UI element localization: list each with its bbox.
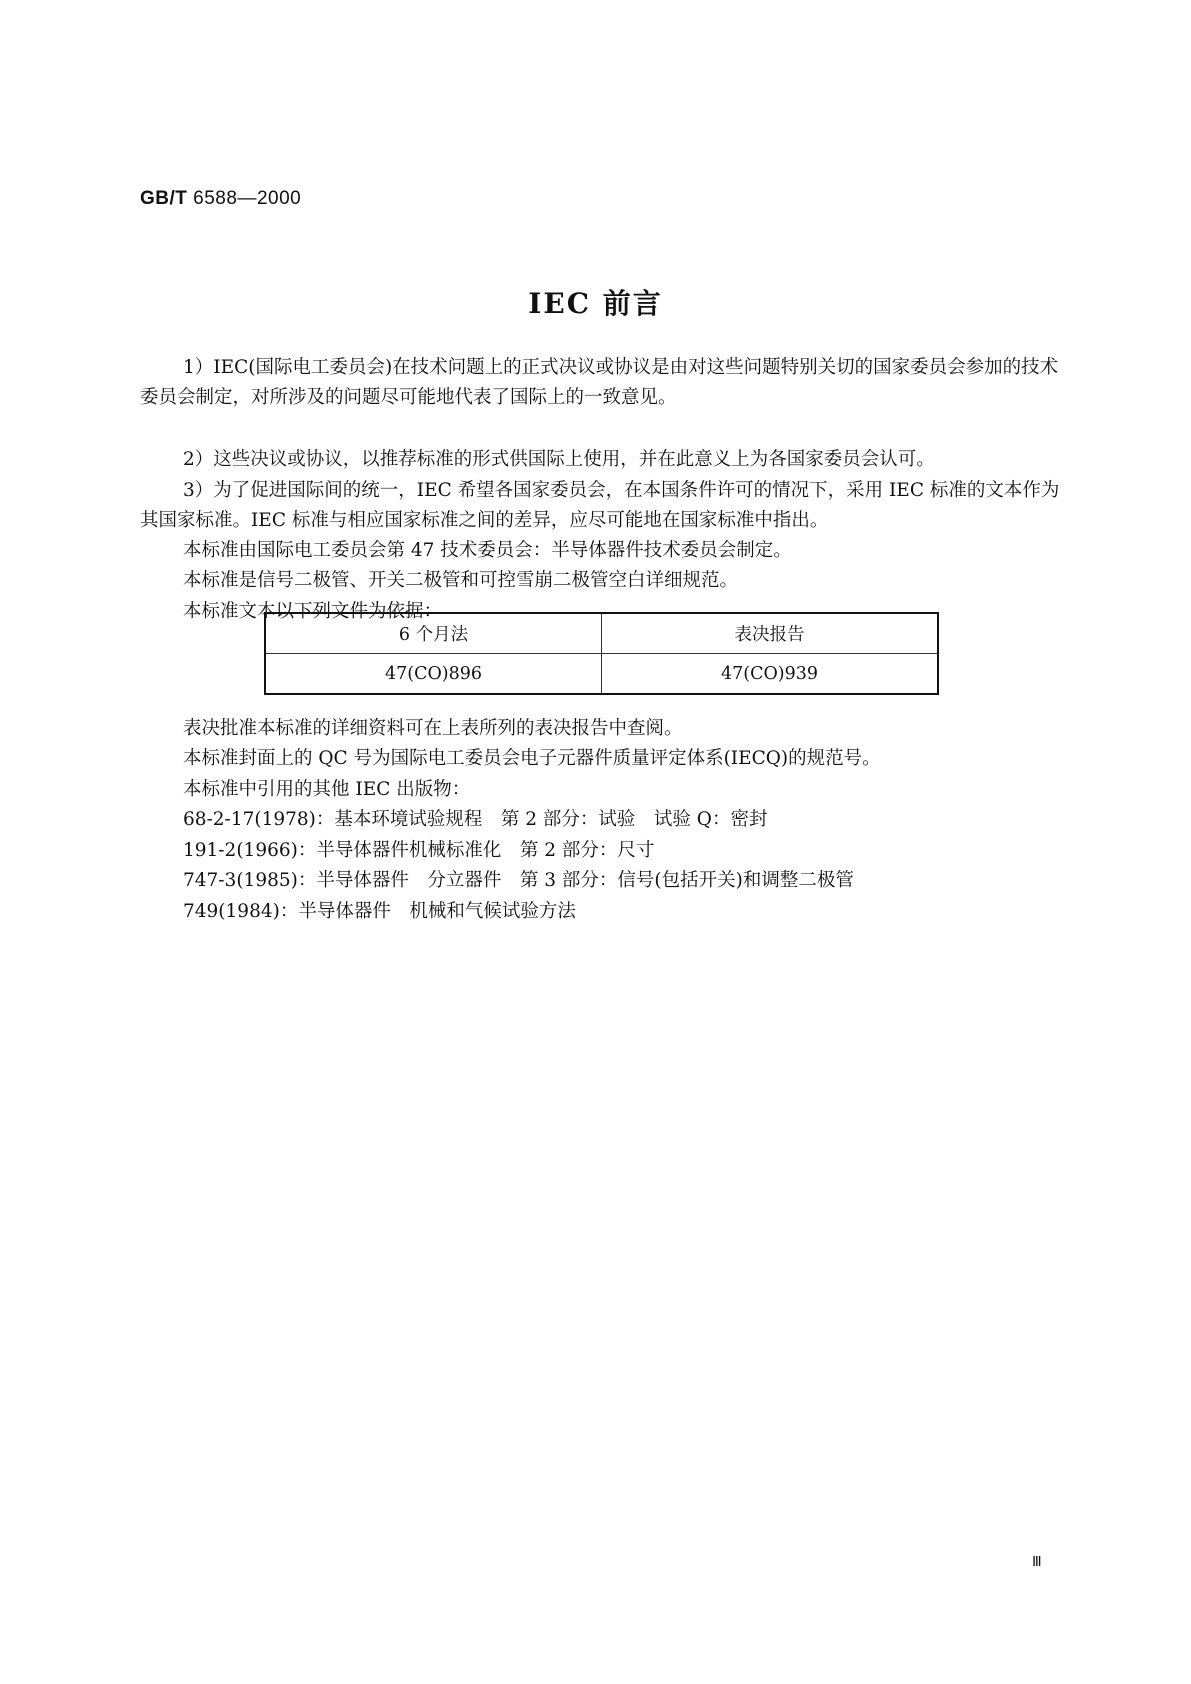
page-title: IEC 前言 bbox=[528, 287, 663, 320]
paragraph-scope: 本标准是信号二极管、开关二极管和可控雪崩二极管空白详细规范。 bbox=[183, 570, 739, 591]
page-number: Ⅲ bbox=[1032, 1555, 1042, 1570]
table-header-row bbox=[265, 613, 938, 654]
standard-number: 6588—2000 bbox=[193, 188, 302, 209]
table-header-cell: 表决报告 bbox=[602, 613, 939, 654]
reference-list bbox=[183, 805, 854, 927]
paragraph-voting-details: 表决批准本标准的详细资料可在上表所列的表决报告中查阅。 bbox=[183, 718, 683, 739]
paragraph-basis: 本标准文本以下列文件为依据： bbox=[183, 601, 443, 622]
reference-item: 749(1984)：半导体器件 机械和气候试验方法 bbox=[183, 900, 576, 922]
voting-documents-table bbox=[264, 612, 939, 695]
paragraph-3: 3）为了促进国际间的统一，IEC 希望各国家委员会，在本国条件许可的情况下，采用 IEC 标准的文本作为其国家标准。IEC 标准与相应国家标准之间的差异，应尽可能地在国家标准中指出。 bbox=[140, 480, 1060, 531]
table-cell: 47(CO)896 bbox=[265, 654, 602, 695]
table-row bbox=[265, 654, 938, 695]
paragraph-references-intro: 本标准中引用的其他 IEC 出版物： bbox=[183, 779, 471, 800]
paragraph-qc-number: 本标准封面上的 QC 号为国际电工委员会电子元器件质量评定体系(IECQ)的规范号。 bbox=[183, 748, 881, 769]
standard-prefix: GB/T bbox=[140, 188, 188, 209]
paragraph-committee: 本标准由国际电工委员会第 47 技术委员会：半导体器件技术委员会制定。 bbox=[183, 540, 792, 561]
table-header-cell: 6 个月法 bbox=[265, 613, 602, 654]
paragraph-2: 2）这些决议或协议，以推荐标准的形式供国际上使用，并在此意义上为各国家委员会认可。 bbox=[183, 449, 935, 470]
table-cell: 47(CO)939 bbox=[602, 654, 939, 695]
reference-item: 68-2-17(1978)：基本环境试验规程 第 2 部分：试验 试验 Q：密封 bbox=[183, 809, 768, 830]
reference-item: 747-3(1985)：半导体器件 分立器件 第 3 部分：信号(包括开关)和调整二极管 bbox=[183, 870, 854, 892]
standard-code bbox=[140, 188, 301, 210]
reference-item: 191-2(1966)：半导体器件机械标准化 第 2 部分：尺寸 bbox=[183, 839, 655, 861]
paragraph-1: 1）IEC(国际电工委员会)在技术问题上的正式决议或协议是由对这些问题特别关切的国家委员会参加的技术委员会制定，对所涉及的问题尽可能地代表了国际上的一致意见。 bbox=[140, 357, 1059, 408]
